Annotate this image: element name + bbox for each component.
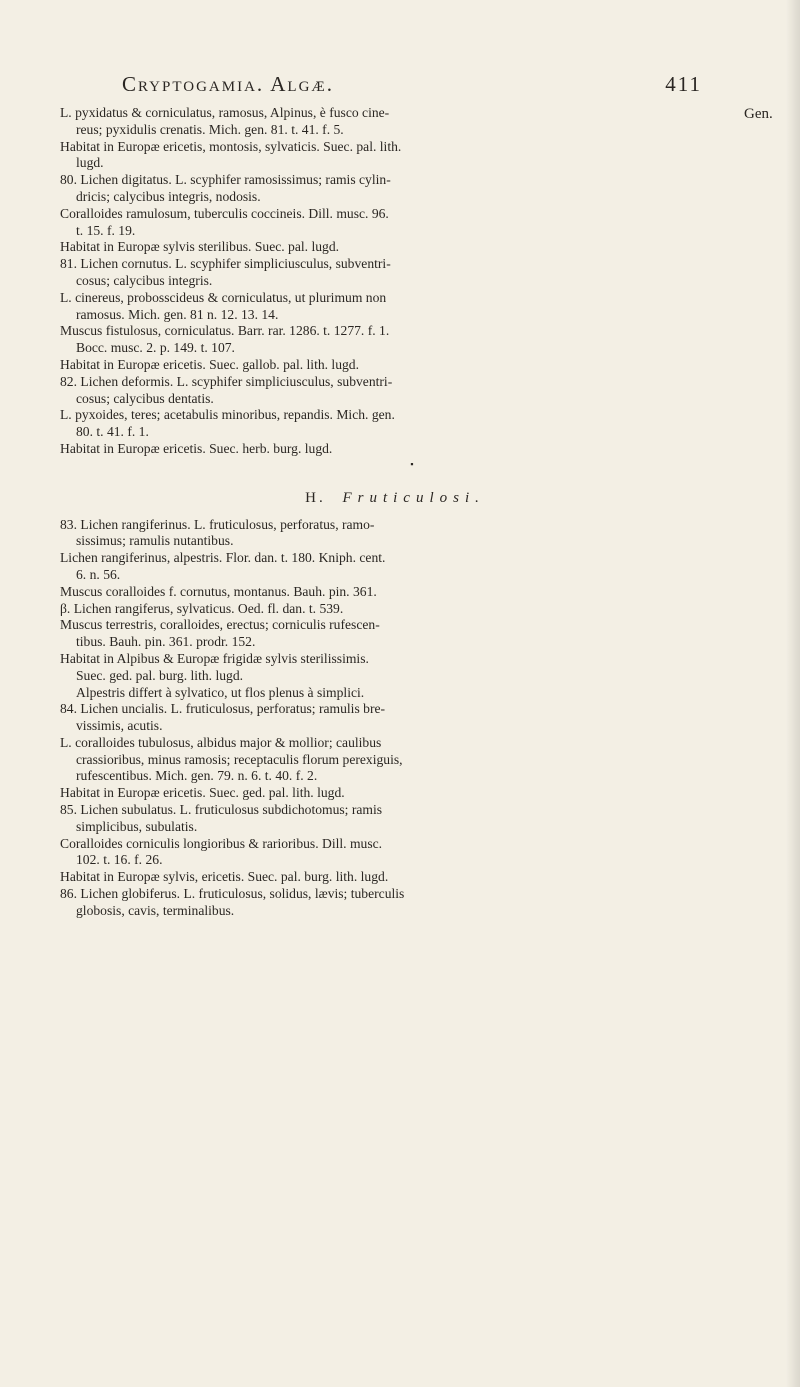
text-line: sissimus; ramulis nutantibus. bbox=[76, 533, 234, 549]
text-line: t. 15. f. 19. bbox=[76, 222, 136, 238]
page-body bbox=[60, 105, 730, 920]
entry-81 bbox=[60, 256, 730, 374]
text-line: vissimis, acutis. bbox=[76, 718, 163, 734]
text-line: 83. Lichen rangiferinus. L. fruticulosus, perforatus, ramo- bbox=[60, 516, 375, 532]
text-line: 86. Lichen globiferus. L. fruticulosus, solidus, lævis; tuberculis bbox=[60, 886, 405, 902]
habitat-line: Habitat in Alpibus & Europæ frigidæ sylvis sterilissimis. bbox=[60, 650, 369, 666]
text-line: cosus; calycibus integris. bbox=[76, 272, 213, 288]
habitat-line: Habitat in Europæ sylvis, ericetis. Suec. pal. burg. lith. lugd. bbox=[60, 869, 389, 885]
habitat-line: Habitat in Europæ ericetis. Suec. gallob. pal. lith. lugd. bbox=[60, 356, 360, 372]
entry-84 bbox=[60, 701, 730, 802]
text-line: 102. t. 16. f. 26. bbox=[76, 852, 163, 868]
running-header bbox=[122, 72, 702, 102]
text-line: Muscus terrestris, coralloides, erectus; corniculis rufescen- bbox=[60, 617, 380, 633]
text-line: globosis, cavis, terminalibus. bbox=[76, 902, 235, 918]
text-line: crassioribus, minus ramosis; receptaculis florum perexiguis, bbox=[76, 751, 403, 767]
text-line: tibus. Bauh. pin. 361. prodr. 152. bbox=[76, 634, 256, 650]
text-line: 82. Lichen deformis. L. scyphifer simpliciusculus, subventri- bbox=[60, 373, 393, 389]
habitat-line: Habitat in Europæ ericetis. Suec. ged. pal. lith. lugd. bbox=[60, 785, 345, 801]
text-line: L. coralloides tubulosus, albidus major & mollior; caulibus bbox=[60, 734, 382, 750]
section-title: Fruticulosi. bbox=[342, 489, 485, 506]
habitat-line: Habitat in Europæ sylvis sterilibus. Suec. pal. lugd. bbox=[60, 239, 340, 255]
text-line: simplicibus, subulatis. bbox=[76, 818, 198, 834]
text-line: 80. t. 41. f. 1. bbox=[76, 424, 149, 440]
text-line: Alpestris differt à sylvatico, ut flos plenus à simplici. bbox=[76, 684, 365, 700]
text-line: ramosus. Mich. gen. 81 n. 12. 13. 14. bbox=[76, 306, 279, 322]
text-line: 85. Lichen subulatus. L. fruticulosus subdichotomus; ramis bbox=[60, 802, 383, 818]
text-line: 6. n. 56. bbox=[76, 566, 121, 582]
page-number: 411 bbox=[665, 72, 702, 96]
text-line: dricis; calycibus integris, nodosis. bbox=[76, 188, 261, 204]
text-line: Coralloides ramulosum, tuberculis coccineis. Dill. musc. 96. bbox=[60, 205, 389, 221]
entry-80 bbox=[60, 172, 730, 256]
habitat-line: Habitat in Europæ ericetis, montosis, sylvaticis. Suec. pal. lith. bbox=[60, 138, 402, 154]
text-line: Bocc. musc. 2. p. 149. t. 107. bbox=[76, 340, 235, 356]
entry-82 bbox=[60, 374, 730, 458]
entry-86 bbox=[60, 886, 730, 920]
text-line: rufescentibus. Mich. gen. 79. n. 6. t. 40. f. 2. bbox=[76, 768, 318, 784]
text-line: reus; pyxidulis crenatis. Mich. gen. 81. t. 41. f. 5. bbox=[76, 121, 344, 137]
entry-85 bbox=[60, 802, 730, 886]
margin-note: Gen. bbox=[744, 106, 773, 122]
text-line: Suec. ged. pal. burg. lith. lugd. bbox=[76, 667, 244, 683]
section-number: H. bbox=[305, 489, 326, 506]
text-line: Coralloides corniculis longioribus & rarioribus. Dill. musc. bbox=[60, 835, 383, 851]
page-edge-shadow bbox=[786, 0, 800, 1387]
text-line: cosus; calycibus dentatis. bbox=[76, 390, 214, 406]
ornament-mark: ▪ bbox=[410, 458, 414, 469]
text-line: L. cinereus, probosscideus & corniculatus, ut plurimum non bbox=[60, 289, 387, 305]
text-line: 80. Lichen digitatus. L. scyphifer ramosissimus; ramis cylin- bbox=[60, 172, 391, 188]
text-line: Lichen rangiferinus, alpestris. Flor. dan. t. 180. Kniph. cent. bbox=[60, 550, 386, 566]
text-line: β. Lichen rangiferus, sylvaticus. Oed. fl. dan. t. 539. bbox=[60, 600, 344, 616]
entry-83 bbox=[60, 517, 730, 702]
text-line: 84. Lichen uncialis. L. fruticulosus, perforatus; ramulis bre- bbox=[60, 701, 386, 717]
text-line: Muscus fistulosus, corniculatus. Barr. rar. 1286. t. 1277. f. 1. bbox=[60, 323, 390, 339]
section-heading bbox=[60, 490, 730, 507]
text-line: 81. Lichen cornutus. L. scyphifer simpliciusculus, subventri- bbox=[60, 256, 391, 272]
habitat-line: Habitat in Europæ ericetis. Suec. herb. burg. lugd. bbox=[60, 440, 333, 456]
text-line: Muscus coralloides f. cornutus, montanus. Bauh. pin. 361. bbox=[60, 583, 377, 599]
text-line: L. pyxidatus & corniculatus, ramosus, Alpinus, è fusco cine- bbox=[60, 105, 390, 120]
running-title: Cryptogamia. Algæ. bbox=[122, 72, 335, 96]
text-line: lugd. bbox=[76, 155, 104, 171]
text-line: L. pyxoides, teres; acetabulis minoribus, repandis. Mich. gen. bbox=[60, 407, 395, 423]
entry-79-continuation bbox=[60, 105, 730, 172]
